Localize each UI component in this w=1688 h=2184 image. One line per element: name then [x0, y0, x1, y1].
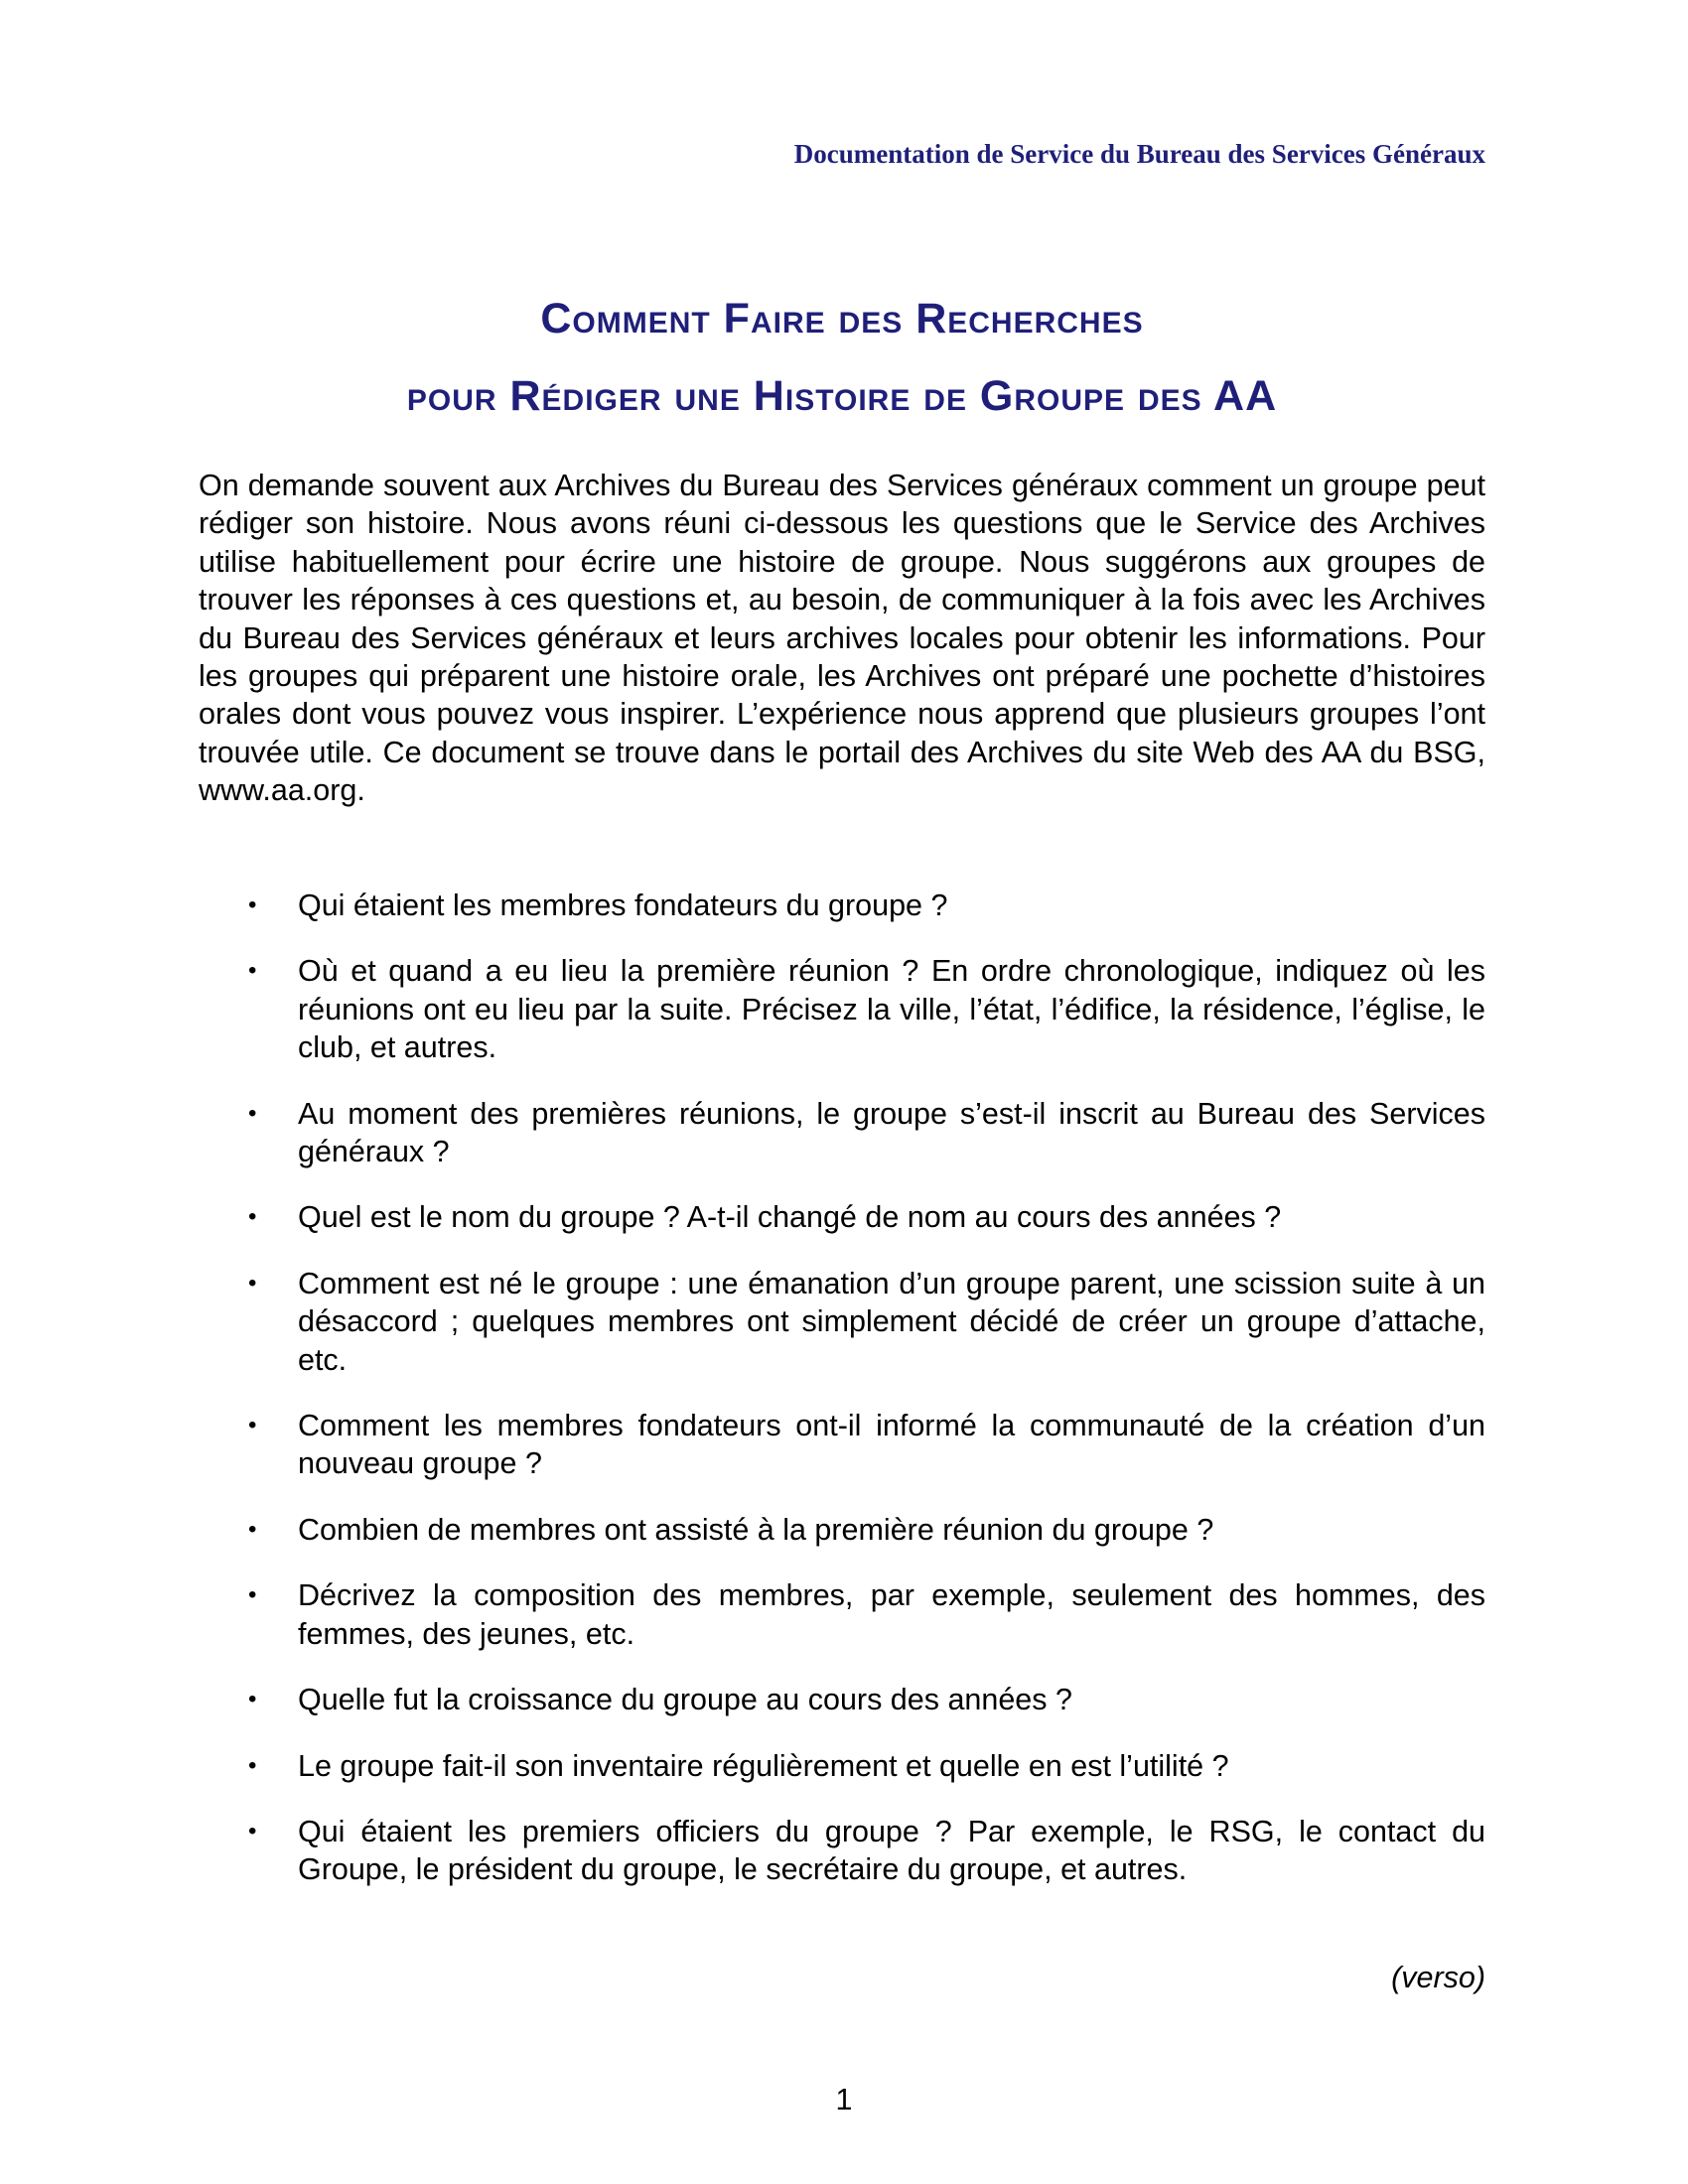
bullet-icon: •	[248, 1099, 257, 1127]
intro-paragraph: On demande souvent aux Archives du Bureau des Services généraux comment un groupe peut rédiger son histoire. Nous avons réuni ci-dessous les questions que le Service des Archives utilise habituellement pour écrire une histoire de groupe. Nous suggérons aux groupes de trouver les réponses à ces questions et, au besoin, de communiquer à la fois avec les Archives du Bureau des Services généraux et leurs archives locales pour obtenir les informations. Pour les groupes qui préparent une histoire orale, les Archives ont préparé une pochette d’histoires orales dont vous pouvez vous inspirer. L’expérience nous apprend que plusieurs groupes l’ont trouvée utile. Ce document se trouve dans le portail des Archives du site Web des AA du BSG, www.aa.org.	[199, 469, 1485, 808]
list-item	[199, 1747, 1485, 1785]
list-item-text: Comment les membres fondateurs ont-il informé la communauté de la création d’un nouveau groupe ?	[298, 1409, 1485, 1481]
list-item	[199, 1095, 1485, 1171]
list-item	[199, 1681, 1485, 1718]
list-item-text: Qui étaient les premiers officiers du groupe ? Par exemple, le RSG, le contact du Groupe, le président du groupe, le secrétaire du groupe, et autres.	[298, 1814, 1485, 1887]
list-item	[199, 1198, 1485, 1236]
bullet-icon: •	[248, 1581, 257, 1609]
list-item	[199, 1576, 1485, 1653]
bullet-icon: •	[248, 957, 257, 985]
bullet-icon: •	[248, 1412, 257, 1439]
question-list	[199, 887, 1485, 1917]
document-title-line-2: pour Rédiger une Histoire de Groupe des AA	[406, 372, 1278, 420]
page-number: 1	[835, 2083, 853, 2116]
bullet-icon: •	[248, 1751, 257, 1779]
list-item-text: Au moment des premières réunions, le groupe s’est-il inscrit au Bureau des Services généraux ?	[298, 1096, 1485, 1169]
list-item-text: Décrivez la composition des membres, par exemple, seulement des hommes, des femmes, des jeunes, etc.	[298, 1578, 1485, 1651]
list-item-text: Quel est le nom du groupe ? A-t-il changé de nom au cours des années ?	[298, 1200, 1282, 1235]
bullet-icon: •	[248, 1269, 257, 1297]
list-item	[199, 1813, 1485, 1889]
list-item	[199, 1511, 1485, 1549]
list-item-text: Où et quand a eu lieu la première réunion ? En ordre chronologique, indiquez où les réunions ont eu lieu par la suite. Précisez la ville, l’état, l’édifice, la résidence, l’église, le club, et autres.	[298, 954, 1485, 1065]
bullet-icon: •	[248, 1817, 257, 1844]
verso-note: (verso)	[1391, 1961, 1485, 1994]
list-item	[199, 952, 1485, 1066]
bullet-icon: •	[248, 1686, 257, 1713]
list-item	[199, 1407, 1485, 1483]
list-item-text: Combien de membres ont assisté à la première réunion du groupe ?	[298, 1512, 1214, 1547]
bullet-icon: •	[248, 1515, 257, 1543]
document-title-line-1: Comment Faire des Recherches	[540, 295, 1144, 342]
list-item-text: Quelle fut la croissance du groupe au cours des années ?	[298, 1683, 1072, 1717]
bullet-icon: •	[248, 891, 257, 918]
list-item	[199, 887, 1485, 924]
list-item	[199, 1265, 1485, 1379]
bullet-icon: •	[248, 1203, 257, 1231]
list-item-text: Comment est né le groupe : une émanation d’un groupe parent, une scission suite à un désaccord ; quelques membres ont simplement décidé de créer un groupe d’attache, etc.	[298, 1266, 1485, 1377]
list-item-text: Le groupe fait-il son inventaire régulièrement et quelle en est l’utilité ?	[298, 1748, 1229, 1783]
document-header: Documentation de Service du Bureau des Services Généraux	[793, 139, 1485, 169]
list-item-text: Qui étaient les membres fondateurs du groupe ?	[298, 888, 948, 922]
